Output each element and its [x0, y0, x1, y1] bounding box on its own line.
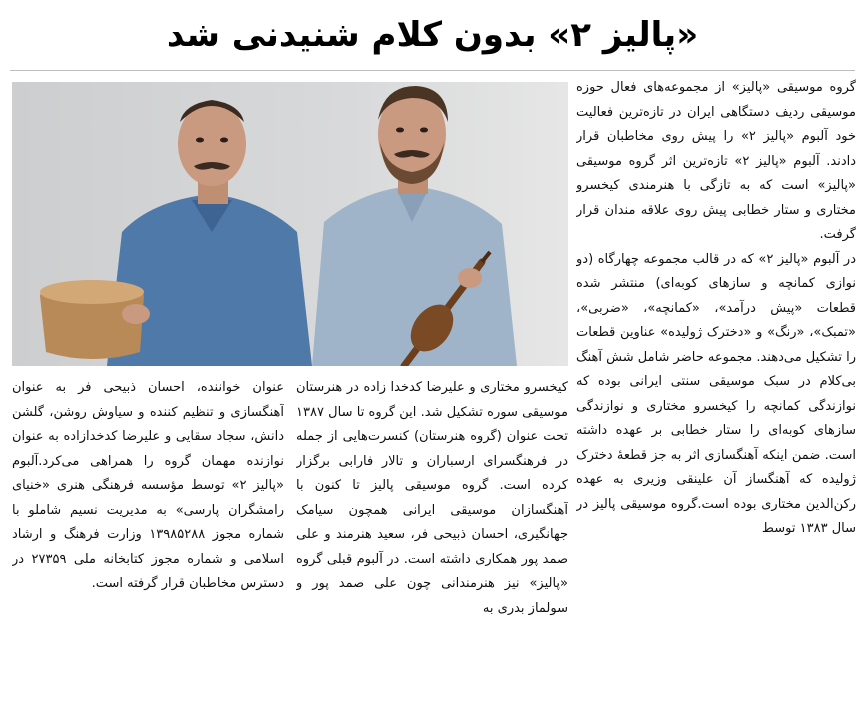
paragraph: در آلبوم «پالیز ۲» که در قالب مجموعه چهارگاه (دو نوازی کمانچه و سازهای کوبه‌ای) منتشر شده قطعات «پیش درآمد»، «کمانچه»، «ضربی»، «تمبک»، «رنگ» و «دخترک ژولیده» عناوین قطعات را تشکیل می‌دهند. مجموعه حاضر شامل شش آهنگ بی‌کلام در سبک موسیقی سنتی ایرانی بوده که نوازندگی کمانچه را کیخسرو مختاری و نوازندگی سازهای کوبه‌ای را ستار خطابی بر عهده داشته است. ضمن اینکه آهنگسازی اثر به جز قطعهٔ دخترک ژولیده که آهنگساز آن علینقی وزیری به عهده رکن‌الدین مختاری بوده است.گروه موسیقی پالیز در سال ۱۳۸۳ توسط — [576, 251, 856, 536]
paragraph: کیخسرو مختاری و علیرضا کدخدا زاده در هنرستان موسیقی سوره تشکیل شد. این گروه تا سال ۱۳۸۷ تحت عنوان (گروه هنرستان) کنسرت‌هایی از جمله در فرهنگسرای ارسباران و تالار فارابی برگزار کرده است. گروه موسیقی پالیز تا کنون با آهنگسازان موسیقی ایرانی همچون سیامک جهانگیری، احسان ذبیحی فر، سعید هنرمند و علی صمد پور همکاری داشته است. در آلبوم قبلی گروه «پالیز» نیز هنرمندانی چون علی صمد پور و سولماز بدری به — [296, 380, 568, 616]
musicians-illustration — [12, 82, 568, 366]
paragraph: گروه موسیقی «پالیز» از مجموعه‌های فعال حوزه موسیقی ردیف دستگاهی ایران در تازه‌ترین فعالیت خود آلبوم «پالیز ۲» را پیش روی مخاطبان قرار دادند. آلبوم «پالیز ۲» تازه‌ترین اثر گروه موسیقی «پالیز» است که به تازگی با هنرمندی کیخسرو مختاری و ستار خطابی پیش روی علاقه مندان قرار گرفت. — [576, 80, 856, 242]
headline-divider — [10, 70, 855, 71]
headline: «پالیز ۲» بدون کلام شنیدنی شد — [166, 15, 699, 55]
paragraph: عنوان خواننده، احسان ذبیحی فر به عنوان آهنگسازی و تنظیم کننده و سیاوش روشن، گلشن دانش، سجاد سقایی و علیرضا کدخدازاده به عنوان نوازنده مهمان گروه را همراهی می‌کرد.آلبوم «پالیز ۲» توسط مؤسسه فرهنگی هنری «خنیای رامشگران پارسی» به مدیریت نسیم شاملو با شماره مجوز ۱۳۹۸۵۲۸۸ وزارت فرهنگ و ارشاد اسلامی و شماره مجوز کتابخانه ملی ۲۷۳۵۹ در دسترس مخاطبان قرار گرفته است. — [12, 380, 284, 591]
article-column-right — [576, 76, 856, 712]
article-column-middle — [296, 376, 568, 712]
article-photo — [12, 82, 568, 366]
article-column-left — [12, 376, 284, 712]
